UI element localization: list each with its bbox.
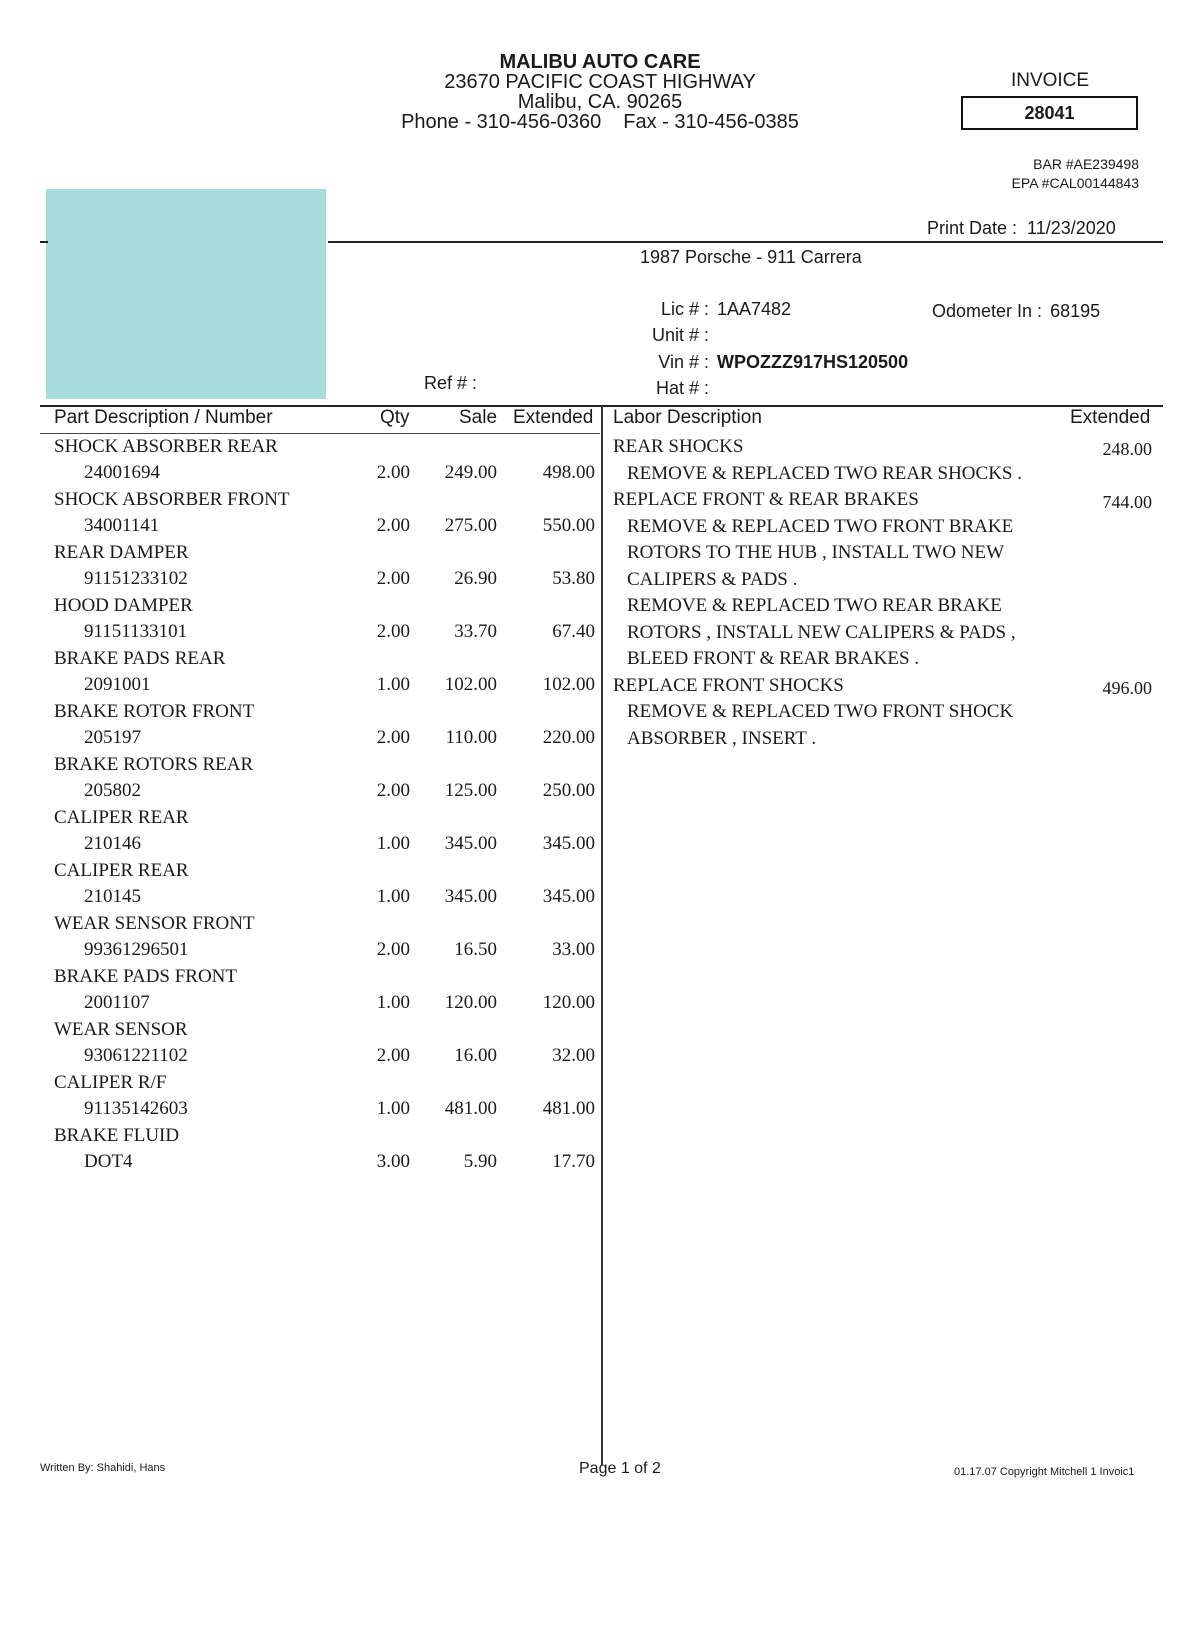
- hat-field: [645, 378, 717, 399]
- page-number: Page 1 of 2: [579, 1460, 661, 1477]
- part-sale: 16.00: [454, 1045, 497, 1066]
- labor-line: REMOVE & REPLACED TWO FRONT SHOCK: [627, 701, 1014, 722]
- part-sale: 275.00: [444, 515, 497, 536]
- column-divider: [601, 405, 603, 1465]
- parts-row: [0, 595, 600, 648]
- labor-line: REMOVE & REPLACED TWO REAR BRAKE: [627, 595, 1002, 616]
- part-description: BRAKE PADS FRONT: [54, 966, 238, 987]
- labor-line: ABSORBER , INSERT .: [627, 728, 817, 749]
- unit-field: [645, 325, 717, 346]
- part-description: REAR DAMPER: [54, 542, 189, 563]
- labor-line: BLEED FRONT & REAR BRAKES .: [627, 648, 920, 669]
- company-fax: Fax - 310-456-0385: [623, 111, 799, 133]
- part-description: BRAKE ROTORS REAR: [54, 754, 254, 775]
- part-qty: 1.00: [376, 833, 410, 854]
- lic-value: 1AA7482: [717, 299, 792, 319]
- part-extended: 17.70: [552, 1151, 595, 1172]
- print-date-value: 11/23/2020: [1027, 218, 1116, 238]
- bar-number: BAR #AE239498: [1033, 156, 1139, 172]
- part-sale: 102.00: [444, 674, 497, 695]
- part-description: WEAR SENSOR: [54, 1019, 188, 1040]
- part-number: 210145: [84, 886, 141, 907]
- part-extended: 345.00: [542, 833, 595, 854]
- part-description: HOOD DAMPER: [54, 595, 193, 616]
- ref-label: Ref # :: [424, 373, 478, 393]
- labor-amount: 744.00: [1102, 492, 1152, 512]
- vin-label: Vin # :: [658, 352, 709, 372]
- parts-row: [0, 489, 600, 542]
- redacted-customer-block: [46, 189, 326, 399]
- col-labor-description: Labor Description: [613, 407, 762, 428]
- part-number: 34001141: [84, 515, 160, 536]
- part-number: 99361296501: [84, 939, 189, 960]
- company-address: 23670 PACIFIC COAST HIGHWAY: [444, 71, 756, 93]
- part-extended: 250.00: [542, 780, 595, 801]
- part-number: 205802: [84, 780, 141, 801]
- part-sale: 481.00: [444, 1098, 497, 1119]
- vehicle-description: 1987 Porsche - 911 Carrera: [640, 247, 862, 267]
- part-number: 24001694: [84, 462, 160, 483]
- part-sale: 120.00: [444, 992, 497, 1013]
- part-sale: 249.00: [444, 462, 497, 483]
- part-sale: 345.00: [444, 886, 497, 907]
- part-description: BRAKE FLUID: [54, 1125, 180, 1146]
- part-extended: 345.00: [542, 886, 595, 907]
- parts-row: [0, 1125, 600, 1178]
- parts-row: [0, 913, 600, 966]
- col-sale: Sale: [459, 407, 498, 428]
- part-number: 2001107: [84, 992, 150, 1013]
- odometer-field: [932, 301, 1100, 322]
- parts-row: [0, 648, 600, 701]
- col-qty: Qty: [380, 407, 410, 428]
- part-qty: 2.00: [376, 621, 410, 642]
- part-sale: 125.00: [444, 780, 497, 801]
- part-description: CALIPER R/F: [54, 1072, 167, 1093]
- parts-row: [0, 807, 600, 860]
- print-date: [927, 218, 1116, 239]
- part-extended: 220.00: [542, 727, 595, 748]
- part-extended: 550.00: [542, 515, 595, 536]
- part-extended: 481.00: [542, 1098, 595, 1119]
- vin-field: [645, 352, 908, 373]
- part-qty: 1.00: [376, 1098, 410, 1119]
- labor-line: ROTORS TO THE HUB , INSTALL TWO NEW: [627, 542, 1005, 563]
- labor-line: REMOVE & REPLACED TWO FRONT BRAKE: [627, 516, 1014, 537]
- labor-amount: 248.00: [1102, 439, 1152, 459]
- part-qty: 2.00: [376, 939, 410, 960]
- labor-title: REPLACE FRONT & REAR BRAKES: [613, 489, 919, 510]
- labor-line: REMOVE & REPLACED TWO REAR SHOCKS .: [627, 463, 1022, 484]
- part-sale: 33.70: [454, 621, 497, 642]
- written-by: Written By: Shahidi, Hans: [40, 1462, 166, 1474]
- part-qty: 1.00: [376, 992, 410, 1013]
- vin-value: WPOZZZ917HS120500: [717, 352, 909, 372]
- part-number: 91135142603: [84, 1098, 188, 1119]
- parts-row: [0, 1019, 600, 1072]
- part-qty: 2.00: [376, 1045, 410, 1066]
- labor-line: CALIPERS & PADS .: [627, 569, 798, 590]
- part-number: 91151133101: [84, 621, 188, 642]
- print-date-label: Print Date :: [927, 218, 1018, 238]
- part-description: BRAKE ROTOR FRONT: [54, 701, 255, 722]
- odometer-value: 68195: [1050, 301, 1101, 321]
- part-number: DOT4: [84, 1151, 133, 1172]
- copyright: 01.17.07 Copyright Mitchell 1 Invoic1: [954, 1466, 1135, 1478]
- labor-title: REAR SHOCKS: [613, 436, 744, 457]
- labor-line: ROTORS , INSTALL NEW CALIPERS & PADS ,: [627, 622, 1016, 643]
- labor-amount: 496.00: [1102, 678, 1152, 698]
- part-extended: 498.00: [542, 462, 595, 483]
- lic-field: [645, 299, 791, 320]
- epa-number: EPA #CAL00144843: [1011, 175, 1139, 191]
- part-sale: 16.50: [454, 939, 497, 960]
- parts-row: [0, 860, 600, 913]
- part-qty: 1.00: [376, 886, 410, 907]
- part-extended: 33.00: [552, 939, 595, 960]
- parts-row: [0, 542, 600, 595]
- hat-label: Hat # :: [655, 378, 709, 398]
- part-qty: 1.00: [376, 674, 410, 695]
- unit-label: Unit # :: [651, 325, 709, 345]
- part-qty: 2.00: [376, 515, 410, 536]
- labor-title: REPLACE FRONT SHOCKS: [613, 675, 844, 696]
- part-number: 91151233102: [84, 568, 188, 589]
- part-extended: 102.00: [542, 674, 595, 695]
- parts-row: [0, 436, 600, 489]
- part-qty: 3.00: [376, 1151, 410, 1172]
- part-sale: 5.90: [463, 1151, 497, 1172]
- part-description: SHOCK ABSORBER REAR: [54, 436, 278, 457]
- parts-row: [0, 754, 600, 807]
- part-extended: 67.40: [552, 621, 595, 642]
- company-name: MALIBU AUTO CARE: [499, 51, 701, 73]
- part-number: 210146: [84, 833, 141, 854]
- part-description: WEAR SENSOR FRONT: [54, 913, 255, 934]
- parts-row: [0, 966, 600, 1019]
- invoice-label: INVOICE: [1010, 70, 1090, 91]
- part-description: CALIPER REAR: [54, 807, 189, 828]
- part-number: 2091001: [84, 674, 151, 695]
- part-description: SHOCK ABSORBER FRONT: [54, 489, 290, 510]
- column-header-bottom-rule: [40, 433, 600, 434]
- parts-row: [0, 701, 600, 754]
- company-city: Malibu, CA. 90265: [517, 91, 683, 113]
- col-part-description: Part Description / Number: [54, 407, 273, 428]
- part-extended: 53.80: [552, 568, 595, 589]
- part-description: BRAKE PADS REAR: [54, 648, 226, 669]
- part-sale: 110.00: [445, 727, 497, 748]
- header-divider: [328, 241, 1163, 243]
- part-qty: 2.00: [376, 727, 410, 748]
- col-extended: Extended: [513, 407, 594, 428]
- divider-tick: [40, 241, 48, 243]
- col-labor-extended: Extended: [1070, 407, 1151, 428]
- company-phone: Phone - 310-456-0360: [401, 111, 602, 133]
- part-extended: 120.00: [542, 992, 595, 1013]
- part-sale: 345.00: [444, 833, 497, 854]
- invoice-number: 28041: [961, 96, 1138, 130]
- part-extended: 32.00: [552, 1045, 595, 1066]
- parts-row: [0, 1072, 600, 1125]
- part-number: 205197: [84, 727, 141, 748]
- lic-label: Lic # :: [660, 299, 709, 319]
- part-qty: 2.00: [376, 780, 410, 801]
- part-qty: 2.00: [376, 462, 410, 483]
- part-sale: 26.90: [454, 568, 497, 589]
- part-qty: 2.00: [376, 568, 410, 589]
- odometer-label: Odometer In :: [932, 301, 1043, 321]
- part-description: CALIPER REAR: [54, 860, 189, 881]
- part-number: 93061221102: [84, 1045, 188, 1066]
